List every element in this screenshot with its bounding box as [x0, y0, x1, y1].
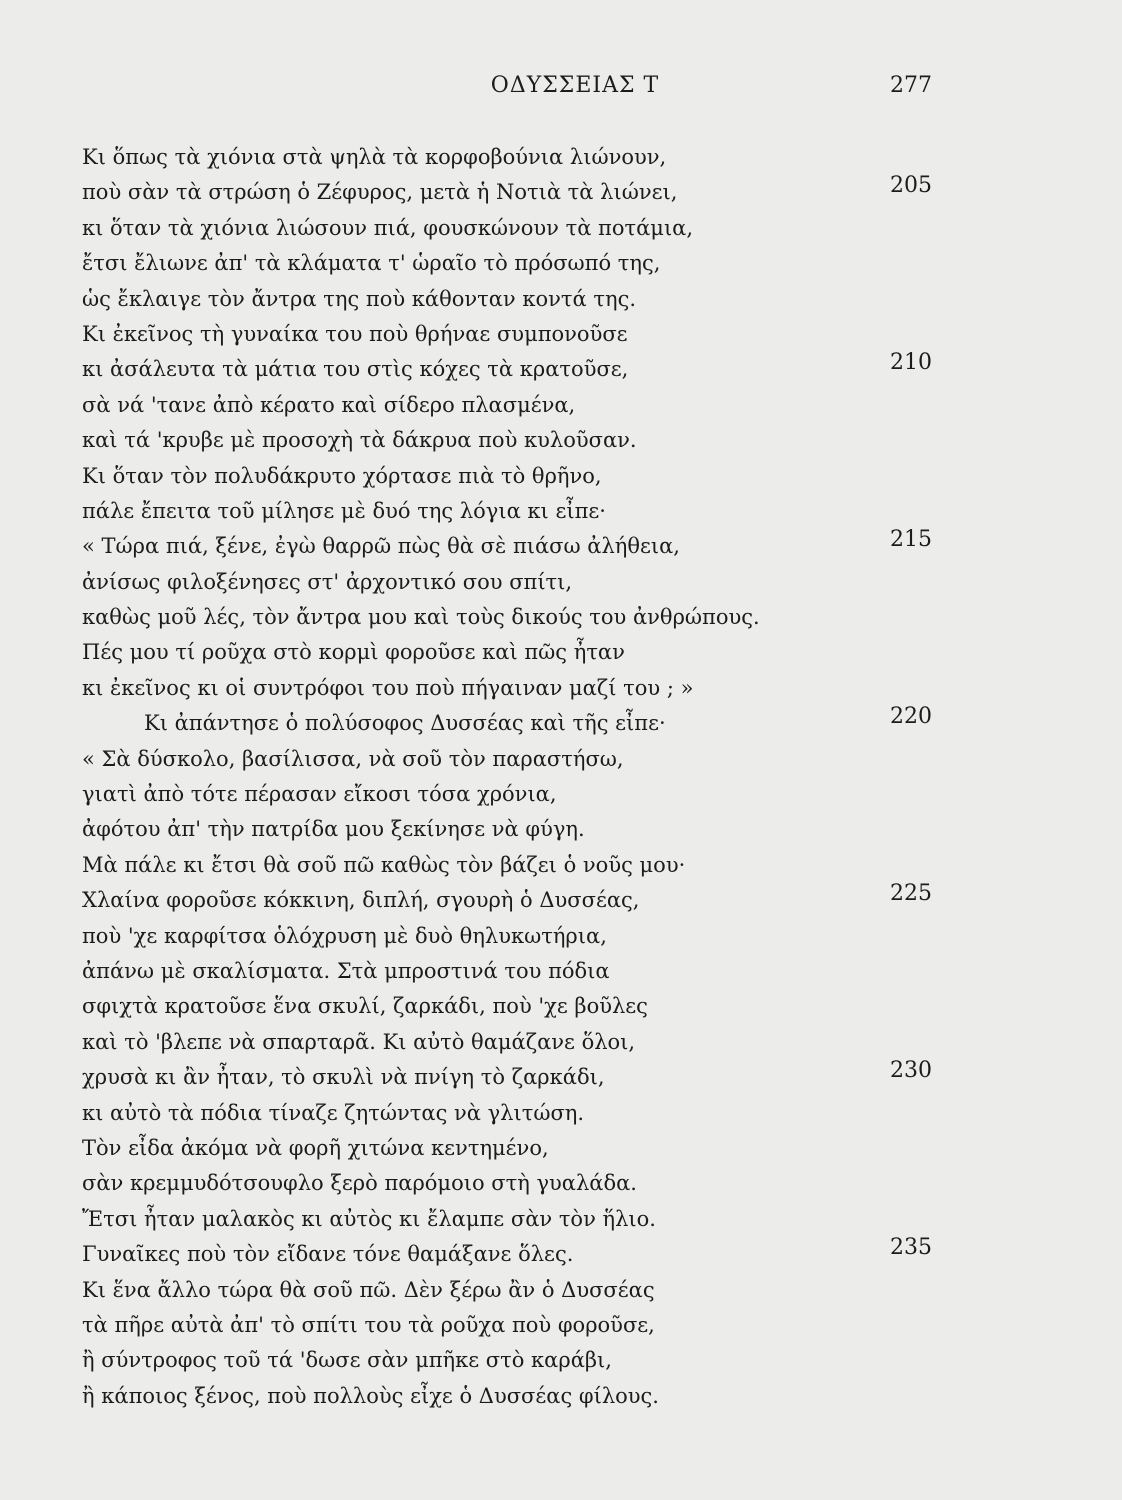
verse-text: Κι ἐκεῖνος τὴ γυναίκα του ποὺ θρήναε συμπονοῦσε	[82, 321, 628, 346]
verse-line	[82, 1273, 932, 1308]
line-number: 215	[890, 527, 932, 553]
poem-text	[82, 140, 932, 1414]
verse-text: ἀνίσως φιλοξένησες στ' ἀρχοντικό σου σπίτι,	[82, 569, 573, 594]
verse-line	[82, 140, 932, 175]
verse-line	[82, 494, 932, 529]
verse-line	[82, 600, 932, 635]
verse-line	[82, 246, 932, 281]
verse-line	[82, 848, 932, 883]
verse-text: ποὺ 'χε καρφίτσα ὁλόχρυση μὲ δυὸ θηλυκωτήρια,	[82, 923, 607, 948]
verse-line	[82, 459, 932, 494]
verse-line	[82, 175, 932, 210]
verse-line	[82, 211, 932, 246]
verse-line	[82, 282, 932, 317]
line-number: 225	[890, 881, 932, 907]
running-head-title: ΟΔΥΣΣΕΙΑΣ Τ	[490, 73, 660, 98]
verse-line	[82, 565, 932, 600]
verse-line	[82, 1202, 932, 1237]
verse-text: ποὺ σὰν τὰ στρώση ὁ Ζέφυρος, μετὰ ἡ Νοτιὰ τὰ λιώνει,	[82, 180, 678, 205]
verse-line	[82, 812, 932, 847]
line-number: 205	[890, 173, 932, 199]
verse-text: Κι ἀπάντησε ὁ πολύσοφος Δυσσέας καὶ τῆς εἶπε·	[144, 711, 666, 736]
verse-line	[82, 742, 932, 777]
line-number: 220	[890, 704, 932, 730]
verse-line	[82, 989, 932, 1024]
verse-line	[82, 954, 932, 989]
verse-line	[82, 529, 932, 564]
verse-text: ἢ σύντροφος τοῦ τά 'δωσε σὰν μπῆκε στὸ καράβι,	[82, 1348, 612, 1373]
verse-text: σὰ νά 'τανε ἀπὸ κέρατο καὶ σίδερο πλασμένα,	[82, 392, 576, 417]
verse-text: πάλε ἔπειτα τοῦ μίλησε μὲ δυό της λόγια κι εἶπε·	[82, 498, 606, 523]
verse-text: κι ἐκεῖνος κι οἱ συντρόφοι του ποὺ πήγαιναν μαζί του ; »	[82, 675, 694, 700]
verse-text: κι ἀσάλευτα τὰ μάτια του στὶς κόχες τὰ κρατοῦσε,	[82, 357, 629, 382]
verse-text: γιατὶ ἀπὸ τότε πέρασαν εἴκοσι τόσα χρόνια,	[82, 782, 557, 807]
verse-text: « Τώρα πιά, ξένε, ἐγὼ θαρρῶ πὼς θὰ σὲ πιάσω ἀλήθεια,	[82, 534, 680, 559]
verse-text: κι αὐτὸ τὰ πόδια τίναζε ζητώντας νὰ γλιτώση.	[82, 1100, 585, 1125]
verse-line	[82, 706, 932, 741]
verse-text: καθὼς μοῦ λές, τὸν ἄντρα μου καὶ τοὺς δικούς του ἀνθρώπους.	[82, 605, 760, 630]
verse-line	[82, 635, 932, 670]
verse-line	[82, 919, 932, 954]
verse-text: ἢ κάποιος ξένος, ποὺ πολλοὺς εἶχε ὁ Δυσσέας φίλους.	[82, 1383, 659, 1408]
verse-text: χρυσὰ κι ἂν ἦταν, τὸ σκυλὶ νὰ πνίγη τὸ ζαρκάδι,	[82, 1065, 605, 1090]
verse-text: Πές μου τί ροῦχα στὸ κορμὶ φοροῦσε καὶ πῶς ἦταν	[82, 640, 625, 665]
verse-line	[82, 671, 932, 706]
line-number: 210	[890, 350, 932, 376]
verse-text: ὡς ἔκλαιγε τὸν ἄντρα της ποὺ κάθονταν κοντά της.	[82, 286, 637, 311]
verse-text: Ἔτσι ἦταν μαλακὸς κι αὐτὸς κι ἔλαμπε σὰν τὸν ἥλιο.	[82, 1206, 656, 1231]
verse-line	[82, 1096, 932, 1131]
verse-text: καὶ τὸ 'βλεπε νὰ σπαρταρᾶ. Κι αὐτὸ θαμάζανε ὅλοι,	[82, 1029, 636, 1054]
verse-line	[82, 777, 932, 812]
verse-text: Κι ἕνα ἄλλο τώρα θὰ σοῦ πῶ. Δὲν ξέρω ἂν ὁ Δυσσέας	[82, 1277, 655, 1302]
verse-line	[82, 317, 932, 352]
verse-text: Χλαίνα φοροῦσε κόκκινη, διπλή, σγουρὴ ὁ Δυσσέας,	[82, 888, 640, 913]
verse-text: ἔτσι ἔλιωνε ἀπ' τὰ κλάματα τ' ὡραῖο τὸ πρόσωπό της,	[82, 251, 661, 276]
verse-text: ἀπάνω μὲ σκαλίσματα. Στὰ μπροστινά του πόδια	[82, 958, 610, 983]
verse-text: σφιχτὰ κρατοῦσε ἕνα σκυλί, ζαρκάδι, ποὺ 'χε βοῦλες	[82, 994, 648, 1019]
verse-line	[82, 1308, 932, 1343]
verse-text: Μὰ πάλε κι ἔτσι θὰ σοῦ πῶ καθὼς τὸν βάζει ὁ νοῦς μου·	[82, 852, 686, 877]
verse-line	[82, 1025, 932, 1060]
verse-line	[82, 388, 932, 423]
verse-line	[82, 1237, 932, 1272]
verse-line	[82, 883, 932, 918]
verse-line	[82, 1343, 932, 1378]
verse-line	[82, 352, 932, 387]
verse-line	[82, 1060, 932, 1095]
verse-line	[82, 423, 932, 458]
line-number: 235	[890, 1235, 932, 1261]
verse-text: Κι ὅταν τὸν πολυδάκρυτο χόρτασε πιὰ τὸ θρῆνο,	[82, 463, 602, 488]
line-number: 230	[890, 1058, 932, 1084]
verse-text: κι ὅταν τὰ χιόνια λιώσουν πιά, φουσκώνουν τὰ ποτάμια,	[82, 215, 694, 240]
page-number: 277	[890, 73, 932, 98]
verse-text: τὰ πῆρε αὐτὰ ἀπ' τὸ σπίτι του τὰ ροῦχα ποὺ φοροῦσε,	[82, 1312, 655, 1337]
verse-text: Τὸν εἶδα ἀκόμα νὰ φορῆ χιτώνα κεντημένο,	[82, 1135, 549, 1160]
verse-line	[82, 1166, 932, 1201]
verse-line	[82, 1379, 932, 1414]
verse-text: καὶ τά 'κρυβε μὲ προσοχὴ τὰ δάκρυα ποὺ κυλοῦσαν.	[82, 428, 637, 453]
verse-text: σὰν κρεμμυδότσουφλο ξερὸ παρόμοιο στὴ γυαλάδα.	[82, 1171, 637, 1196]
verse-text: Κι ὅπως τὰ χιόνια στὰ ψηλὰ τὰ κορφοβούνια λιώνουν,	[82, 145, 667, 169]
verse-text: ἀφότου ἀπ' τὴν πατρίδα μου ξεκίνησε νὰ φύγη.	[82, 817, 585, 842]
verse-line	[82, 1131, 932, 1166]
verse-text: « Σὰ δύσκολο, βασίλισσα, νὰ σοῦ τὸν παραστήσω,	[82, 746, 624, 771]
verse-text: Γυναῖκες ποὺ τὸν εἴδανε τόνε θαμάξανε ὅλες.	[82, 1242, 574, 1267]
